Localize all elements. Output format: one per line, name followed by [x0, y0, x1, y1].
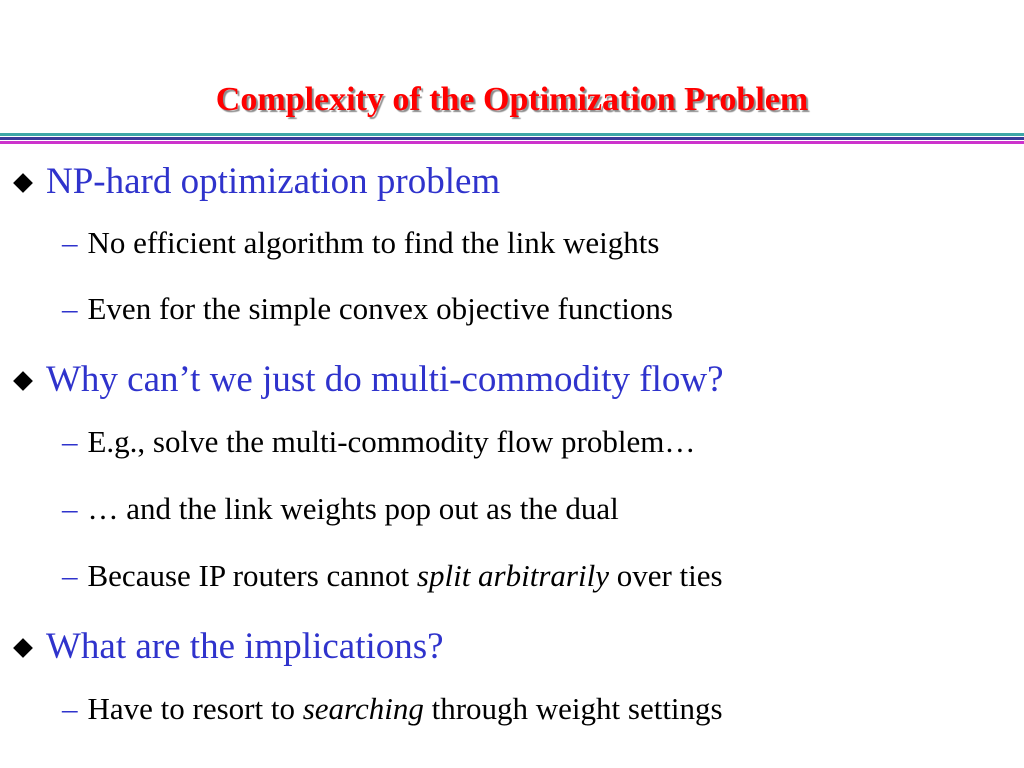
bullet-2	[12, 358, 724, 402]
sub-bullet-text-before: Because IP routers cannot	[87, 558, 417, 593]
dash-marker: –	[62, 424, 78, 459]
diamond-bullet-icon	[12, 160, 32, 204]
bullet-1	[12, 160, 500, 204]
dash-marker: –	[62, 225, 78, 260]
sub-bullet-text-before: Have to resort to	[87, 691, 303, 726]
diamond-bullet-icon	[12, 358, 32, 402]
diamond-bullet-icon	[12, 625, 32, 669]
sub-bullet-2-1	[62, 423, 695, 461]
title-rule-magenta	[0, 141, 1024, 144]
sub-bullet-text-after: over ties	[608, 558, 723, 593]
sub-bullet-3-1	[62, 690, 723, 728]
sub-bullet-text: E.g., solve the multi-commodity flow problem…	[87, 424, 696, 459]
dash-marker: –	[62, 491, 78, 526]
title-rule-navy	[0, 137, 1024, 140]
dash-marker: –	[62, 291, 78, 326]
sub-bullet-text-italic: split arbitrarily	[416, 558, 609, 593]
sub-bullet-2-2	[62, 490, 619, 528]
slide-title: Complexity of the Optimization Problem	[215, 81, 809, 118]
bullet-3	[12, 625, 444, 669]
sub-bullet-1-2	[62, 290, 673, 328]
sub-bullet-text: No efficient algorithm to find the link weights	[87, 225, 660, 260]
sub-bullet-text-after: through weight settings	[423, 691, 723, 726]
bullet-3-text: What are the implications?	[46, 626, 444, 667]
bullet-2-text: Why can’t we just do multi-commodity flow?	[46, 359, 724, 400]
sub-bullet-2-3	[62, 557, 723, 595]
dash-marker: –	[62, 691, 78, 726]
sub-bullet-text: … and the link weights pop out as the dual	[87, 491, 619, 526]
sub-bullet-text: Even for the simple convex objective functions	[87, 291, 673, 326]
sub-bullet-1-1	[62, 224, 659, 262]
dash-marker: –	[62, 558, 78, 593]
bullet-1-text: NP-hard optimization problem	[46, 161, 501, 202]
sub-bullet-text-italic: searching	[302, 691, 424, 726]
title-rule-teal	[0, 133, 1024, 136]
